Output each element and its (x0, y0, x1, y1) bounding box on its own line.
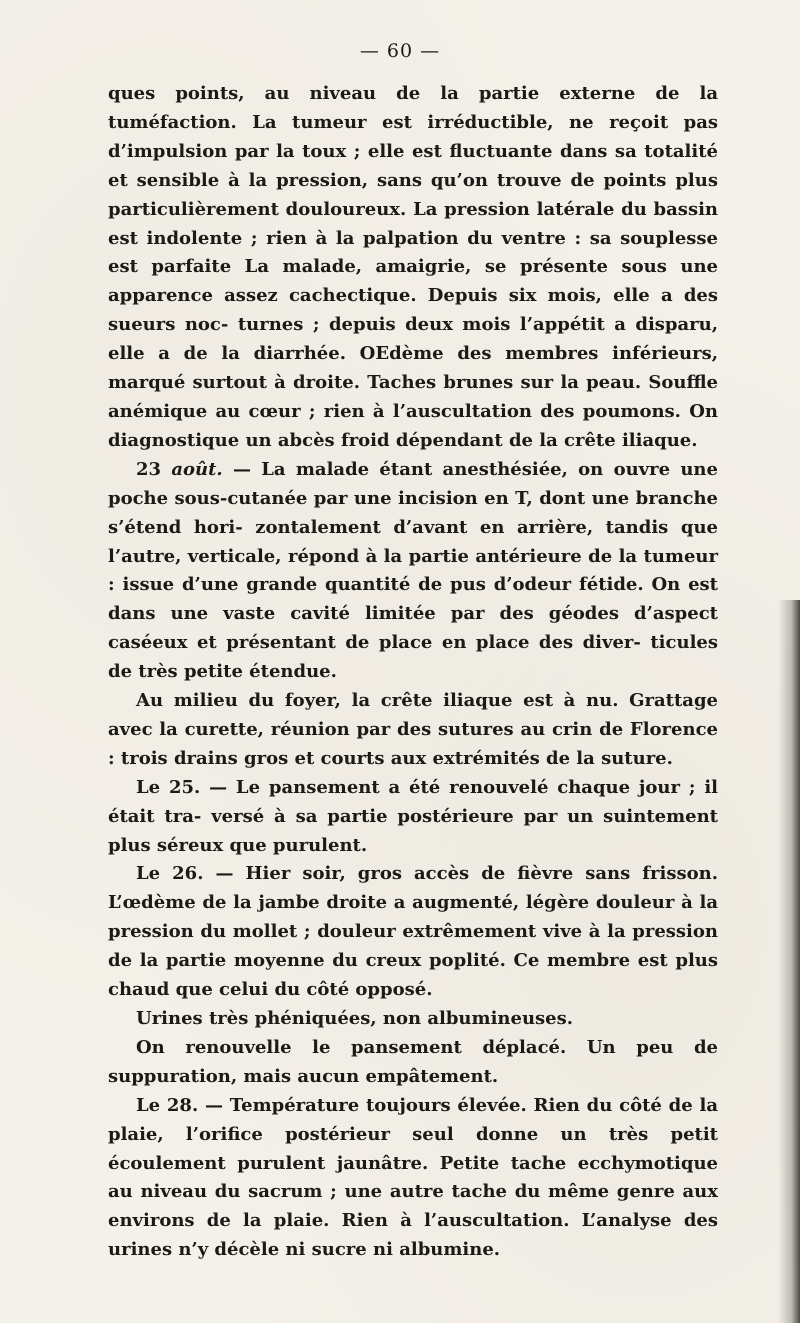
body-text (108, 80, 718, 1265)
paragraph-7: On renouvelle le pansement déplacé. Un peu de suppuration, mais aucun empâtement. (108, 1036, 718, 1087)
paragraph-4: Le 25. — Le pansement a été renouvelé chaque jour ; il était tra- versé à sa partie postérieure par un suintement plus séreux que purulent. (108, 776, 718, 856)
paragraph-8: Le 28. — Température toujours élevée. Rien du côté de la plaie, l’orifice postérieur seul donne un très petit écoulement purulent jaunâtre. Petite tache ecchymotique au niveau du sacrum ; une autre tache du même genre aux environs de la plaie. Rien à l’auscultation. L’analyse des urines n’y décèle ni sucre ni albumine. (108, 1094, 718, 1261)
paragraph-6: Urines très phéniquées, non albumineuses. (136, 1008, 574, 1029)
date-italic: août. (171, 458, 223, 480)
paragraph-2 (108, 456, 718, 687)
date-prefix: 23 (136, 458, 172, 480)
page-number: — 60 — (359, 40, 441, 62)
paragraph-2-text: — La malade étant anesthésiée, on ouvre une poche sous-cutanée par une incision en T, dont une branche s’étend hori- zontalement d’avant en arrière, tandis que l’autre, verticale, répond à la partie antérieure de la tumeur : issue d’une grande quantité de pus d’odeur fétide. On est dans une vaste cavité limitée par des géodes d’aspect caséeux et présentant de place en place des diver- ticules de très petite étendue. (108, 458, 718, 683)
paragraph-5: Le 26. — Hier soir, gros accès de fièvre sans frisson. L’œdème de la jambe droite a augmenté, légère douleur à la pression du mollet ; douleur extrêmement vive à la pression de la partie moyenne du creux poplité. Ce membre est plus chaud que celui du côté opposé. (108, 863, 718, 1001)
page-edge-shadow (778, 600, 800, 1323)
paragraph-1: ques points, au niveau de la partie externe de la tuméfaction. La tumeur est irréductible, ne reçoit pas d’impulsion par la toux ; elle est fluctuante dans sa totalité et sensible à la pression, sans qu’on trouve de points plus particulièrement douloureux. La pression latérale du bassin est indolente ; rien à la palpation du ventre : sa souplesse est parfaite La malade, amaigrie, se présente sous une apparence assez cachectique. Depuis six mois, elle a des sueurs noc- turnes ; depuis deux mois l’appétit a disparu, elle a de la diarrhée. OEdème des membres inférieurs, marqué surtout à droite. Taches brunes sur la peau. Souffle anémique au cœur ; rien à l’auscultation des poumons. On diagnostique un abcès froid dépendant de la crête iliaque. (108, 83, 718, 451)
paragraph-3: Au milieu du foyer, la crête iliaque est à nu. Grattage avec la curette, réunion par des sutures au crin de Florence : trois drains gros et courts aux extrémités de la suture. (108, 690, 718, 769)
